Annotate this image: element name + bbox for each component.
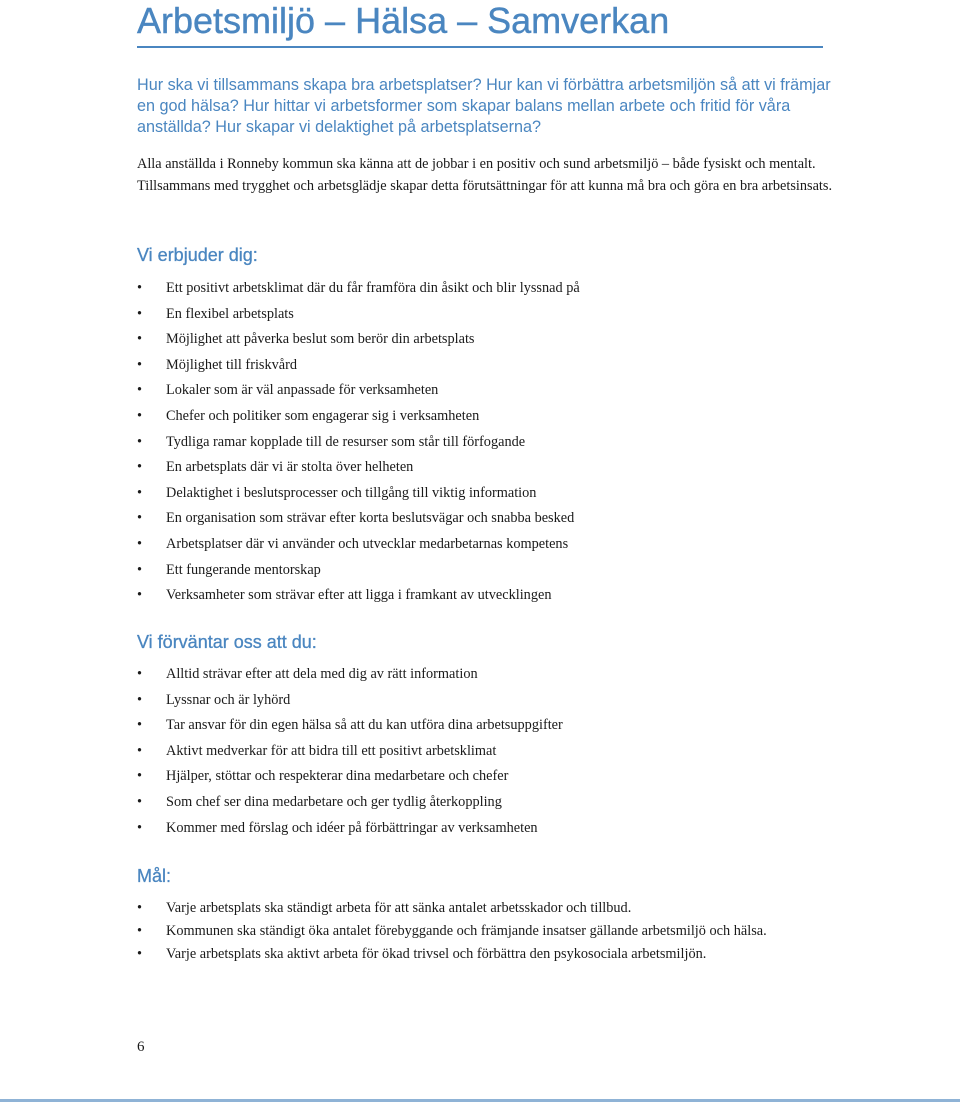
bullet-icon: •	[137, 666, 143, 682]
bullet-icon: •	[137, 946, 143, 962]
list-item: • Varje arbetsplats ska ständigt arbeta för att sänka antalet arbetsskador och tillbud.	[137, 897, 787, 920]
list-item: • Som chef ser dina medarbetare och ger tydlig återkoppling	[137, 791, 837, 817]
list-item: • Hjälper, stöttar och respekterar dina medarbetare och chefer	[137, 765, 837, 791]
list-item: • Alltid strävar efter att dela med dig av rätt information	[137, 663, 837, 689]
bullet-icon: •	[137, 587, 143, 604]
list-item: • Varje arbetsplats ska aktivt arbeta för ökad trivsel och förbättra den psykosociala arbetsmiljön.	[137, 943, 787, 966]
goals-list	[137, 897, 787, 966]
page-title: Arbetsmiljö – Hälsa – Samverkan	[137, 0, 670, 41]
offer-list	[137, 277, 837, 610]
section-heading-offer: Vi erbjuder dig:	[137, 245, 258, 265]
expect-list	[137, 663, 837, 842]
list-item: • Tydliga ramar kopplade till de resurser som står till förfogande	[137, 431, 837, 457]
section-heading-goals: Mål:	[137, 866, 172, 886]
bullet-icon: •	[137, 484, 143, 501]
section-heading-expect: Vi förväntar oss att du:	[137, 632, 317, 652]
bullet-icon: •	[137, 742, 143, 759]
bullet-icon: •	[137, 305, 143, 322]
list-item: • En flexibel arbetsplats	[137, 303, 837, 329]
list-item: • Lyssnar och är lyhörd	[137, 689, 837, 715]
list-item: • Verksamheter som strävar efter att ligga i framkant av utvecklingen	[137, 584, 837, 610]
intro-paragraph: Hur ska vi tillsammans skapa bra arbetsplatser? Hur kan vi förbättra arbetsmiljön så att vi främjar en god hälsa? Hur hittar vi arbetsformer som skapar balans mellan arbete och fritid för våra anställda? Hur skapar vi delaktighet på arbetsplatserna?	[137, 76, 831, 136]
bullet-icon: •	[137, 819, 143, 836]
bullet-icon: •	[137, 382, 143, 399]
list-item: • Ett positivt arbetsklimat där du får framföra din åsikt och blir lyssnad på	[137, 277, 837, 303]
list-item: • Kommer med förslag och idéer på förbättringar av verksamheten	[137, 817, 837, 843]
bullet-icon: •	[137, 900, 143, 916]
list-item: • Lokaler som är väl anpassade för verksamheten	[137, 379, 837, 405]
list-item: • Aktivt medverkar för att bidra till ett positivt arbetsklimat	[137, 740, 837, 766]
title-divider	[137, 46, 823, 48]
bullet-icon: •	[137, 691, 143, 708]
bullet-icon: •	[137, 535, 143, 552]
list-item: • Delaktighet i beslutsprocesser och tillgång till viktig information	[137, 482, 837, 508]
list-item: • En organisation som strävar efter korta beslutsvägar och snabba besked	[137, 507, 837, 533]
list-item: • Möjlighet till friskvård	[137, 354, 837, 380]
list-item: • Kommunen ska ständigt öka antalet förebyggande och främjande insatser gällande arbetsmiljö och hälsa.	[137, 920, 787, 943]
bullet-icon: •	[137, 768, 143, 785]
bullet-icon: •	[137, 717, 143, 734]
bullet-icon: •	[137, 923, 143, 939]
list-item: • Möjlighet att påverka beslut som berör din arbetsplats	[137, 328, 837, 354]
bullet-icon: •	[137, 356, 143, 373]
bullet-icon: •	[137, 510, 143, 527]
list-item: • Chefer och politiker som engagerar sig i verksamheten	[137, 405, 837, 431]
footer-divider	[0, 1099, 960, 1102]
bullet-icon: •	[137, 433, 143, 450]
bullet-icon: •	[137, 407, 143, 424]
bullet-icon: •	[137, 561, 143, 578]
body-paragraph: Alla anställda i Ronneby kommun ska känna att de jobbar i en positiv och sund arbetsmiljö – både fysiskt och mentalt. Tillsammans med trygghet och arbetsglädje skapar detta förutsättningar för att kunna må bra och göra en bra arbetsinsats.	[137, 156, 833, 194]
bullet-icon: •	[137, 280, 143, 296]
page-number: 6	[137, 1039, 145, 1055]
bullet-icon: •	[137, 331, 143, 348]
bullet-icon: •	[137, 459, 143, 476]
list-item: • Ett fungerande mentorskap	[137, 559, 837, 585]
list-item: • Arbetsplatser där vi använder och utvecklar medarbetarnas kompetens	[137, 533, 837, 559]
bullet-icon: •	[137, 793, 143, 810]
list-item: • En arbetsplats där vi är stolta över helheten	[137, 456, 837, 482]
list-item: • Tar ansvar för din egen hälsa så att du kan utföra dina arbetsuppgifter	[137, 714, 837, 740]
